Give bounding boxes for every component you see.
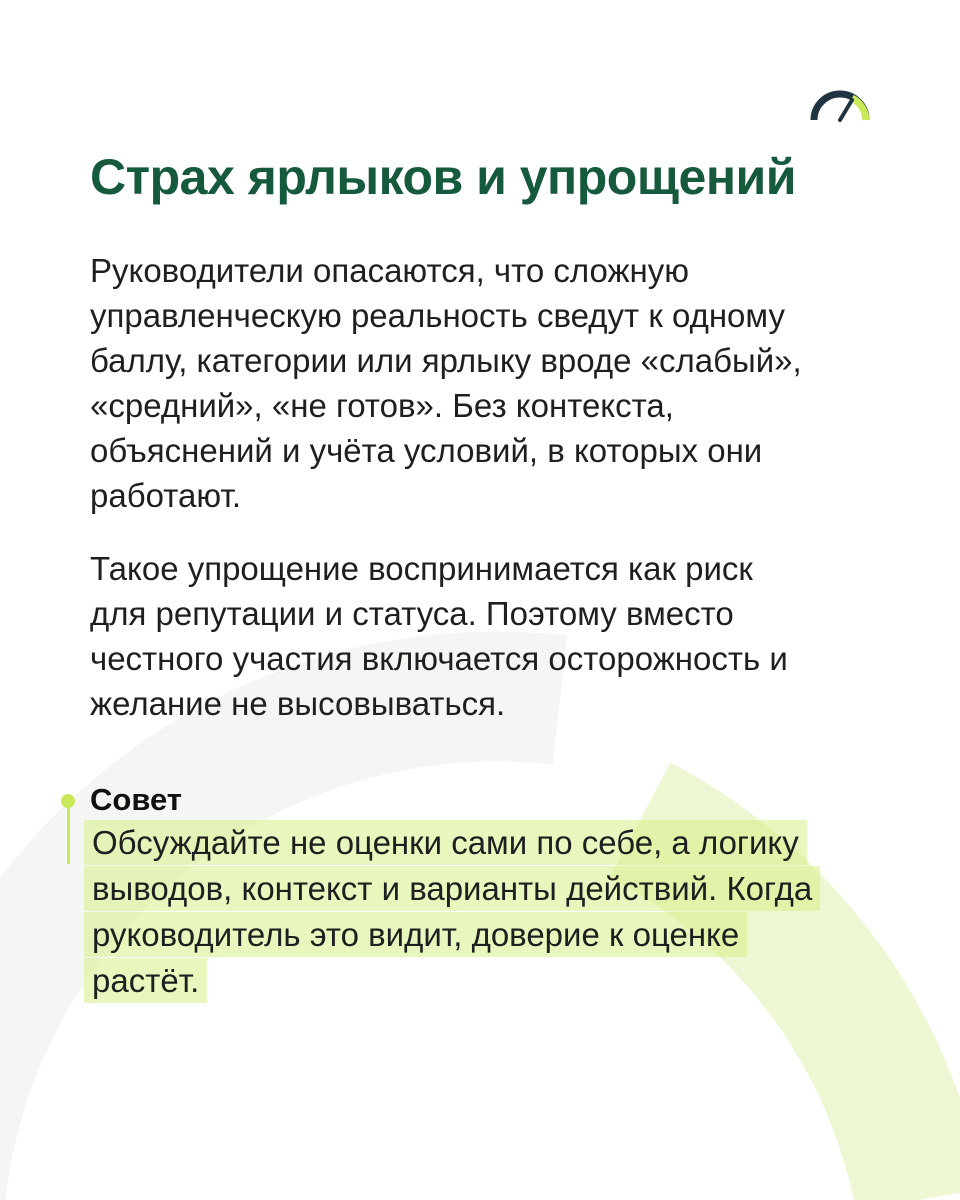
gauge-icon <box>806 86 874 126</box>
paragraph: Такое упрощение воспринимается как риск для репутации и статуса. Поэтому вместо честного участия включается осторожность и желание не высовываться. <box>90 550 788 722</box>
tip-body <box>84 820 904 1004</box>
tip-line: Обсуждайте не оценки сами по себе, а логику <box>84 820 807 865</box>
tip-heading: Совет <box>90 782 182 817</box>
tip-line: руководитель это видит, доверие к оценке <box>84 912 747 957</box>
paragraph: Руководители опасаются, что сложную управленческую реальность сведут к одному баллу, категории или ярлыку вроде «слабый», «средний», «не готов». Без контекста, объяснений и учёта условий, в которых они работают. <box>90 252 802 514</box>
tip-line: выводов, контекст и варианты действий. Когда <box>84 866 820 911</box>
page-title: Страх ярлыков и упрощений <box>90 149 797 205</box>
tip-line: растёт. <box>84 958 207 1003</box>
tip-marker-line <box>67 802 70 864</box>
